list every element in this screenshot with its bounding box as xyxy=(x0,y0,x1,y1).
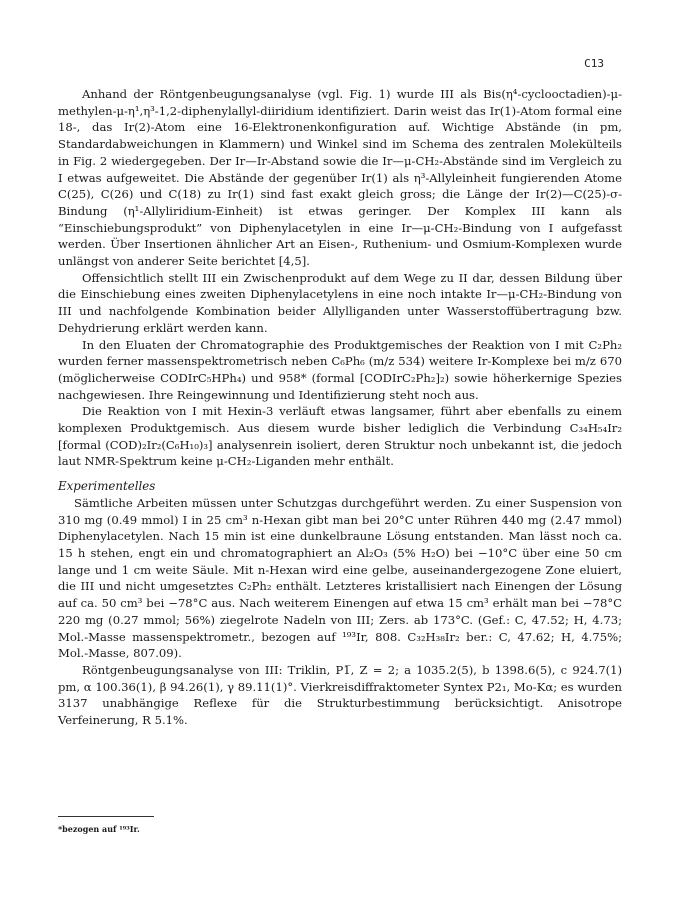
paragraph-eluates: In den Eluaten der Chromatographie des Produktgemisches der Reaktion von I mit C₂Ph₂ wurden ferner massenspektrometrisch neben C₆Ph₆ (m/z 534) weitere Ir-Komplexe bei m/z 670 (möglicherweise CODIrC₅HPh₄) und 958* (formal [CODIrC₂Ph₂]₂) sowie höherkernige Spezies nachgewiesen. Ihre Reingewinnung und Identifizierung steht noch aus. xyxy=(58,337,622,402)
page-number: C13 xyxy=(584,57,604,70)
paragraph-structure: Anhand der Röntgenbeugungsanalyse (vgl. Fig. 1) wurde III als Bis(η⁴-cyclooctadien)-μ-methylen-μ-η¹,η³-1,2-diphenylallyl-diiridium identifiziert. Darin weist das Ir(1)-Atom formal eine 18-, das Ir(2)-Atom eine 16-Elektronenkonfiguration auf. Wichtige Abstände (in pm, Standardabweichungen in Klammern) und Winkel sind im Schema des zentralen Molekülteils in Fig. 2 wiedergegeben. Der Ir—Ir-Abstand sowie die Ir—μ-CH₂-Abstände sind im Vergleich zu I etwas aufgeweitet. Die Abstände der gegenüber Ir(1) als η³-Allyleinheit fungierenden Atome C(25), C(26) und C(18) zu Ir(1) sind fast exakt gleich gross; die Länge der Ir(2)—C(25)-σ-Bindung (η¹-Allyliridium-Einheit) ist etwas geringer. Der Komplex III kann als “Einschiebungsprodukt” von Diphenylacetylen in eine Ir—μ-CH₂-Bindung von I aufgefasst werden. Über Insertionen ähnlicher Art an Eisen-, Ruthenium- und Osmium-Komplexen wurde unlängst von anderer Seite berichtet [4,5]. xyxy=(58,87,622,269)
footnote-rule xyxy=(58,816,154,817)
paragraph-procedure: Sämtliche Arbeiten müssen unter Schutzgas durchgeführt werden. Zu einer Suspension von 310 mg (0.49 mmol) I in 25 cm³ n-Hexan gibt man bei 20°C unter Rühren 440 mg (2.47 mmol) Diphenylacetylen. Nach 15 min ist eine dunkelbraune Lösung entstanden. Man lässt noch ca. 15 h stehen, engt ein und chromatographiert an Al₂O₃ (5% H₂O) bei −10°C über eine 50 cm lange und 1 cm weite Säule. Mit n-Hexan wird eine gelbe, auseinandergezogene Zone eluiert, die III und nicht umgesetztes C₂Ph₂ enthält. Letzteres kristallisiert nach Einengen der Lösung auf ca. 50 cm³ bei −78°C aus. Nach weiterem Einengen auf etwa 15 cm³ erhält man bei −78°C 220 mg (0.27 mmol; 56%) ziegelrote Nadeln von III; Zers. ab 173°C. (Gef.: C, 47.52; H, 4.73; Mol.-Masse massenspektrometr., bezogen auf ¹⁹³Ir, 808. C₃₂H₃₈Ir₂ ber.: C, 47.62; H, 4.75%; Mol.-Masse, 807.09). xyxy=(58,495,622,661)
footnote: *bezogen auf ¹⁹³Ir. xyxy=(58,824,140,834)
paragraph-hexyne: Die Reaktion von I mit Hexin-3 verläuft etwas langsamer, führt aber ebenfalls zu einem komplexen Produktgemisch. Aus diesem wurde bisher lediglich die Verbindung C₃₄H₅₄Ir₂ [formal (COD)₂Ir₂(C₆H₁₀)₃] analysenrein isoliert, deren Struktur noch unbekannt ist, die jedoch laut NMR-Spektrum keine μ-CH₂-Liganden mehr enthält. xyxy=(58,404,622,469)
paragraph-intermediate: Offensichtlich stellt III ein Zwischenprodukt auf dem Wege zu II dar, dessen Bildung über die Einschiebung eines zweiten Diphenylacetylens in eine noch intakte Ir—μ-CH₂-Bindung von III und nachfolgende Kombination beider Allylliganden unter Wasserstoffübertragung bzw. Dehydrierung erklärt werden kann. xyxy=(58,270,622,335)
section-heading: Experimentelles xyxy=(58,479,156,494)
body-text xyxy=(58,86,622,729)
paragraph-xray: Röntgenbeugungsanalyse von III: Triklin, P1̅, Z = 2; a 1035.2(5), b 1398.6(5), c 924.7(1) pm, α 100.36(1), β 94.26(1), γ 89.11(1)°. Vierkreisdiffraktometer Syntex P2₁, Mo-Kα; es wurden 3137 unabhängige Reflexe für die Strukturbestimmung berücksichtigt. Anisotrope Verfeinerung, R 5.1%. xyxy=(58,662,622,728)
